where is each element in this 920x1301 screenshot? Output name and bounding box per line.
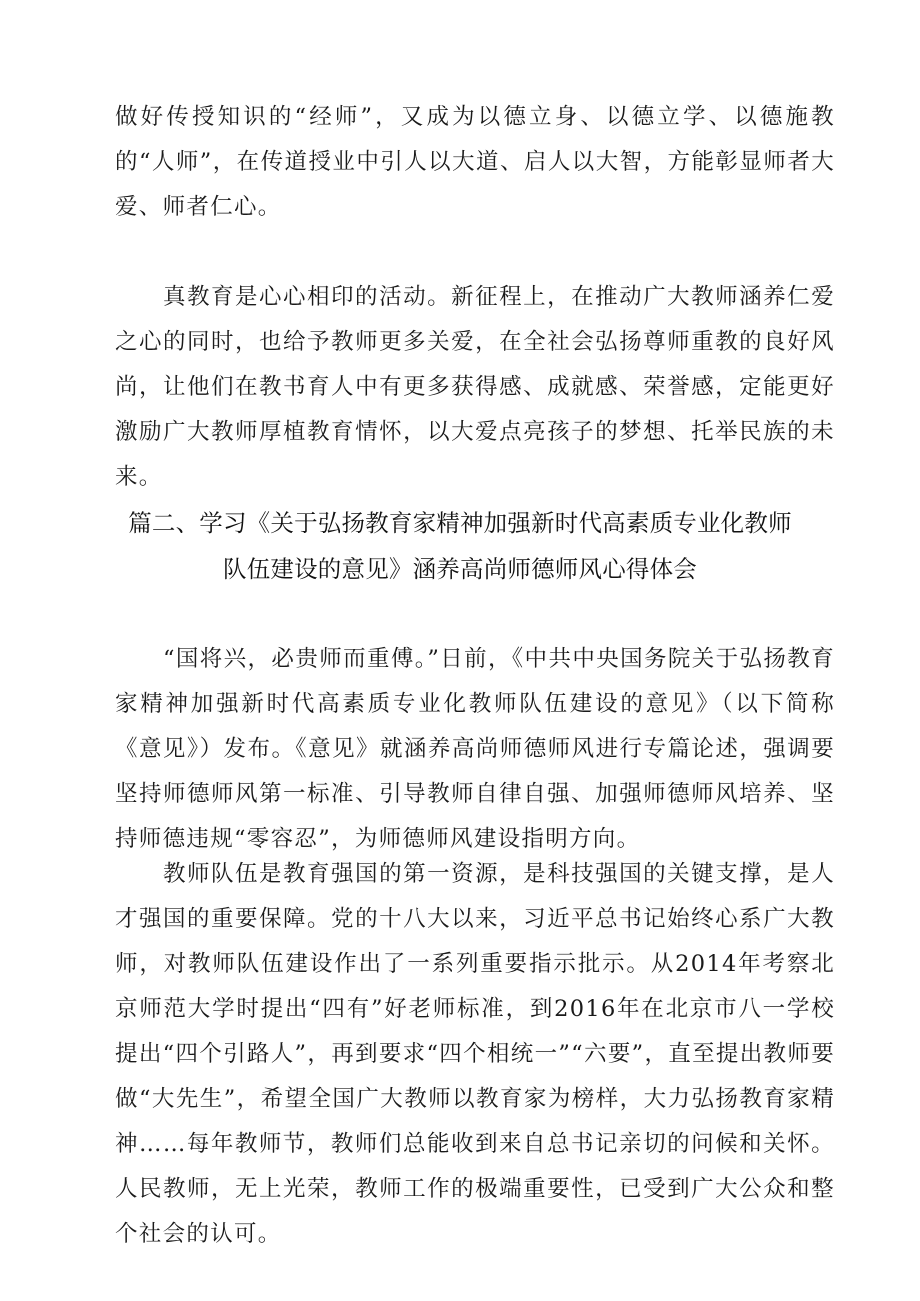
body-paragraph-opinion-release: “国将兴，必贵师而重傅。”日前，《中共中央国务院关于弘扬教育家精神加强新时代高素质专业化教师队伍建设的意见》（以下简称《意见》）发布。《意见》就涵养高尚师德师风进行专篇论述，强调要坚持师德师风第一标准、引导教师自律自强、加强师德师风培养、坚持师德违规“零容忍”，为师德师风建设指明方向。 <box>115 646 835 852</box>
section-heading-line-2: 队伍建设的意见》涵养高尚师德师风心得体会 <box>223 555 697 583</box>
body-paragraph-true-education: 真教育是心心相印的活动。新征程上，在推动广大教师涵养仁爱之心的同时，也给予教师更多关爱，在全社会弘扬尊师重教的良好风尚，让他们在教书育人中有更多获得感、成就感、荣誉感，定能更好激励广大教师厚植教育情怀，以大爱点亮孩子的梦想、托举民族的未来。 <box>115 284 835 490</box>
body-paragraph-continued: 做好传授知识的“经师”，又成为以德立身、以德立学、以德施教的“人师”，在传道授业中引人以大道、启人以大智，方能彰显师者大爱、师者仁心。 <box>115 104 835 220</box>
section-heading <box>100 500 820 592</box>
section-heading-line-1: 篇二、学习《关于弘扬教育家精神加强新时代高素质专业化教师 <box>128 509 792 537</box>
body-paragraph-teacher-team: 教师队伍是教育强国的第一资源，是科技强国的关键支撑，是人才强国的重要保障。党的十八大以来，习近平总书记始终心系广大教师，对教师队伍建设作出了一系列重要指示批示。从2014年考察北京师范大学时提出“四有”好老师标准，到2016年在北京市八一学校提出“四个引路人”，再到要求“四个相统一”“六要”，直至提出教师要做“大先生”，希望全国广大教师以教育家为榜样，大力弘扬教育家精神……每年教师节，教师们总能收到来自总书记亲切的问候和关怀。人民教师，无上光荣，教师工作的极端重要性，已受到广大公众和整个社会的认可。 <box>115 861 835 1247</box>
